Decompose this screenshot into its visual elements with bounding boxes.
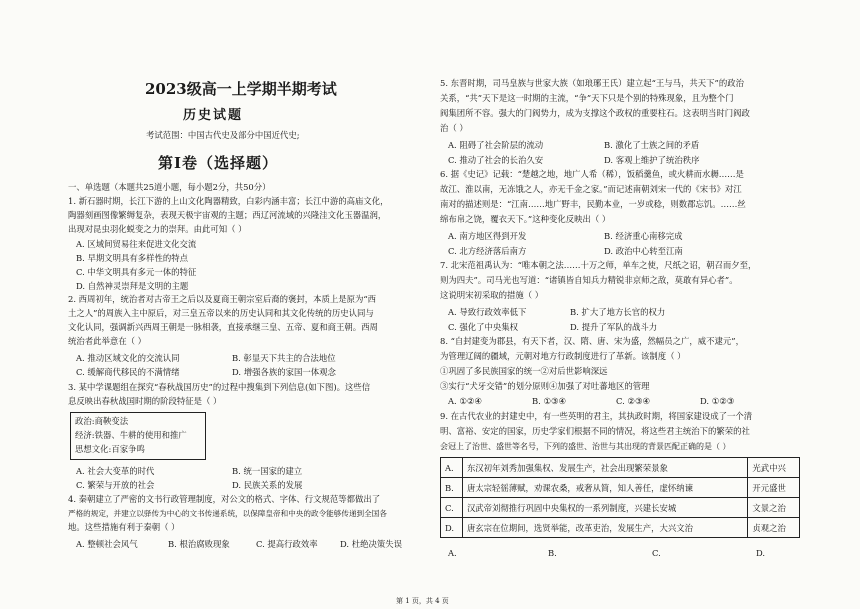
question-line: 绵布帛之饶，覆衣天下。”这种变化反映出（ ） (440, 214, 611, 224)
answer-option: B. 统一国家的建立 (232, 466, 303, 476)
question-line: ①巩固了多民族国家的统一②对后世影响深远 (440, 366, 608, 376)
section-intro: 一、单选题（本题共25道小题，每小题2分，共50分） (68, 182, 271, 192)
answer-option: C. 推动了社会的长治久安 (448, 155, 544, 165)
table-row (441, 498, 800, 518)
answer-option: A. 区域间贸易往来促进文化交流 (76, 239, 197, 249)
question-line: 息反映出春秋战国时期的阶段特征是（ ） (68, 396, 222, 406)
question-line: 6. 据《史记》记载：“楚越之地，地广人希（稀），饭稻羹鱼，或火耕而水耨……是 (440, 169, 744, 179)
info-box (70, 412, 206, 460)
table-cell-name: 开元盛世 (748, 478, 800, 498)
question-line: 地。这些措施有利于秦朝（ ） (68, 522, 180, 532)
answer-option: B. 彰显天下共主的合法地位 (232, 353, 336, 363)
question-line: 8. “自封建变为郡县，有天下者，汉、隋、唐、宋为盛，然幅员之广，威不逮元”， (440, 336, 744, 346)
question-line: 1. 新石器时期，长江下游的上山文化陶器精致，白彩内涵丰富；长江中游的高庙文化， (68, 196, 389, 206)
answer-option: A. ①②④ (448, 396, 482, 406)
question-line: 关系，“共”天下是这一时期的主流，“争”天下只是个别的特殊现象，且为整个门 (440, 93, 734, 103)
answer-option: A. 推动区域文化的交流认同 (76, 353, 180, 363)
question-line: 7. 北宋范祖禹认为：“唯本朝之法……十万之师，单车之使，尺纸之诏，朝召而夕至， (440, 260, 757, 270)
answer-option: B. 经济重心南移完成 (604, 231, 683, 241)
question-line: 治（ ） (440, 123, 468, 133)
table-cell-label: A. (441, 458, 463, 478)
question-line: 文化认同，强调新兴西周王朝是一脉相袭，直接承继三皇、五帝、夏和商王朝。西周 (68, 322, 378, 332)
question-line: ③实行“犬牙交错”的划分原则④加强了对吐蕃地区的管理 (440, 381, 650, 391)
answer-option: A. 导致行政效率低下 (448, 307, 527, 317)
answer-option: B. (548, 548, 557, 558)
answer-option: D. 杜绝决策失误 (340, 539, 402, 549)
answer-option: D. (756, 548, 766, 558)
answer-option: B. 扩大了地方长官的权力 (570, 307, 666, 317)
answer-option: D. 自然神灵崇拜是文明的主题 (76, 281, 189, 291)
answer-option: A. 整顿社会风气 (76, 539, 138, 549)
answer-option: C. 缓解商代移民的不满情绪 (76, 367, 180, 377)
table-cell-name: 贞观之治 (748, 518, 800, 538)
question-line: 陶器刻画图像繁缛复杂，表现天极宇宙观的主题；西辽河流域的兴隆洼文化玉器温润， (68, 210, 387, 220)
question-line: 严格的规定，并建立以驿传为中心的文书传递系统，以保障皇帝和中央的政令能够传递到全国各 (68, 509, 387, 518)
answer-option: D. 客观上维护了统治秩序 (604, 155, 700, 165)
table-cell-text: 东汉初年刘秀加强集权、发展生产，社会出现繁荣景象 (462, 458, 747, 478)
answer-option: A. 阻碍了社会阶层的流动 (448, 140, 544, 150)
question-line: 这说明宋初采取的措施（ ） (440, 290, 544, 300)
question-line: 5. 东晋时期，司马皇族与世家大族（如琅琊王氏）建立起“王与马，共天下”的政治 (440, 78, 744, 88)
answer-option: C. 强化了中央集权 (448, 322, 519, 332)
info-box-line: 思想文化:百家争鸣 (75, 444, 145, 454)
table-cell-text: 汉武帝刘彻推行巩固中央集权的一系列制度，兴建长安城 (462, 498, 747, 518)
table-cell-label: C. (441, 498, 463, 518)
table-cell-name: 光武中兴 (748, 458, 800, 478)
table-row (441, 518, 800, 538)
answer-option: C. 提高行政效率 (256, 539, 318, 549)
answer-option: D. 提升了军队的战斗力 (570, 322, 658, 332)
info-box-line: 政治:商鞅变法 (75, 416, 129, 426)
answer-option: D. 政治中心转至江南 (604, 246, 683, 256)
section-title: 第Ⅰ卷（选择题） (158, 154, 279, 172)
answer-option: D. 民族关系的发展 (232, 480, 303, 490)
answer-option: B. 激化了士族之间的矛盾 (604, 140, 700, 150)
answer-option: A. 南方地区得到开发 (448, 231, 527, 241)
answer-option: C. 北方经济落后南方 (448, 246, 527, 256)
question-line: 统治者此举意在（ ） (68, 336, 147, 346)
table-cell-text: 唐玄宗在位期间，选贤举能，改革吏治，发展生产，大兴文治 (462, 518, 747, 538)
info-box-line: 经济:铁器、牛耕的使用和推广 (75, 430, 187, 440)
table-cell-name: 文景之治 (748, 498, 800, 518)
matching-table (440, 457, 800, 538)
answer-option: C. ②③④ (616, 396, 650, 406)
answer-option: B. 早期文明具有多样性的特点 (76, 253, 188, 263)
answer-option: C. 繁荣与开放的社会 (76, 480, 155, 490)
answer-option: D. ①②③ (700, 396, 735, 406)
question-line: 明、富裕、安定的国家，历史学家们根据不同的情况，将这些君主统治下的繁荣的社 (440, 426, 750, 436)
question-line: 阀集团所不容。强大的门阀势力，成为支撑这个政权的重要柱石。这表明当时门阀政 (440, 108, 750, 118)
question-line: 3. 某中学课题组在探究“春秋战国历史”的过程中搜集到下列信息(如下图)。这些信 (68, 382, 371, 392)
question-line: 故江、淮以南，无冻饿之人，亦无千金之家。”而记述南朝刘宋一代的《宋书》对江 (440, 184, 742, 194)
question-line: 9. 在古代农业的封建史中，有一些英明的君主，其执政时期，将国家建设成了一个清 (440, 411, 753, 421)
exam-scope: 考试范围：中国古代史及部分中国近代史; (146, 130, 300, 140)
answer-option: A. 社会大变革的时代 (76, 466, 155, 476)
answer-option: A. (448, 548, 457, 558)
question-line: 南对的描述则是：“江南……地广野丰，民勤本业，一岁或稔，则数郡忘饥。……丝 (440, 199, 746, 209)
question-line: 出现对昆虫羽化蜕变之力的崇拜。由此可知（ ） (68, 224, 247, 234)
answer-option: C. (652, 548, 661, 558)
table-cell-label: B. (441, 478, 463, 498)
question-line: 则为四夫”。司马光也写道：“诸镇皆自知兵力精锐非京师之敌，莫敢有异心者”。 (440, 275, 738, 285)
question-line: 2. 西周初年，统治者对古帝王之后以及夏商王朝宗室后裔的褒封，本质上是原为“西 (68, 294, 377, 304)
answer-option: C. 中华文明具有多元一体的特征 (76, 267, 197, 277)
question-line: 为管理辽阔的疆域，元朝对地方行政制度进行了革新。该制度（ ） (440, 351, 686, 361)
question-line: 会冠上了治世、盛世等名号，下列的盛世、治世与其出现的背景匹配正确的是（ ） (440, 442, 731, 451)
exam-title: 2023级高一上学期半期考试 (145, 80, 337, 98)
answer-option: B. ①③④ (532, 396, 567, 406)
question-line: 土之人”的周族入主中原后，对三皇五帝以来的历史认同和其文化传统的历史认同与 (68, 308, 374, 318)
page-footer: 第 1 页，共 4 页 (396, 597, 449, 605)
table-cell-text: 唐太宗轻徭薄赋，劝课农桑，戒奢从简，知人善任，虚怀纳谏 (462, 478, 747, 498)
table-cell-label: D. (441, 518, 463, 538)
subject-title: 历史试题 (183, 108, 244, 123)
answer-option: B. 根治腐败现象 (168, 539, 230, 549)
table-row (441, 458, 800, 478)
question-line: 4. 秦朝建立了严密的文书行政管理制度，对公文的格式、字体、行文规范等都做出了 (68, 494, 381, 504)
answer-option: D. 增强各族的家国一体观念 (232, 367, 336, 377)
table-row (441, 478, 800, 498)
